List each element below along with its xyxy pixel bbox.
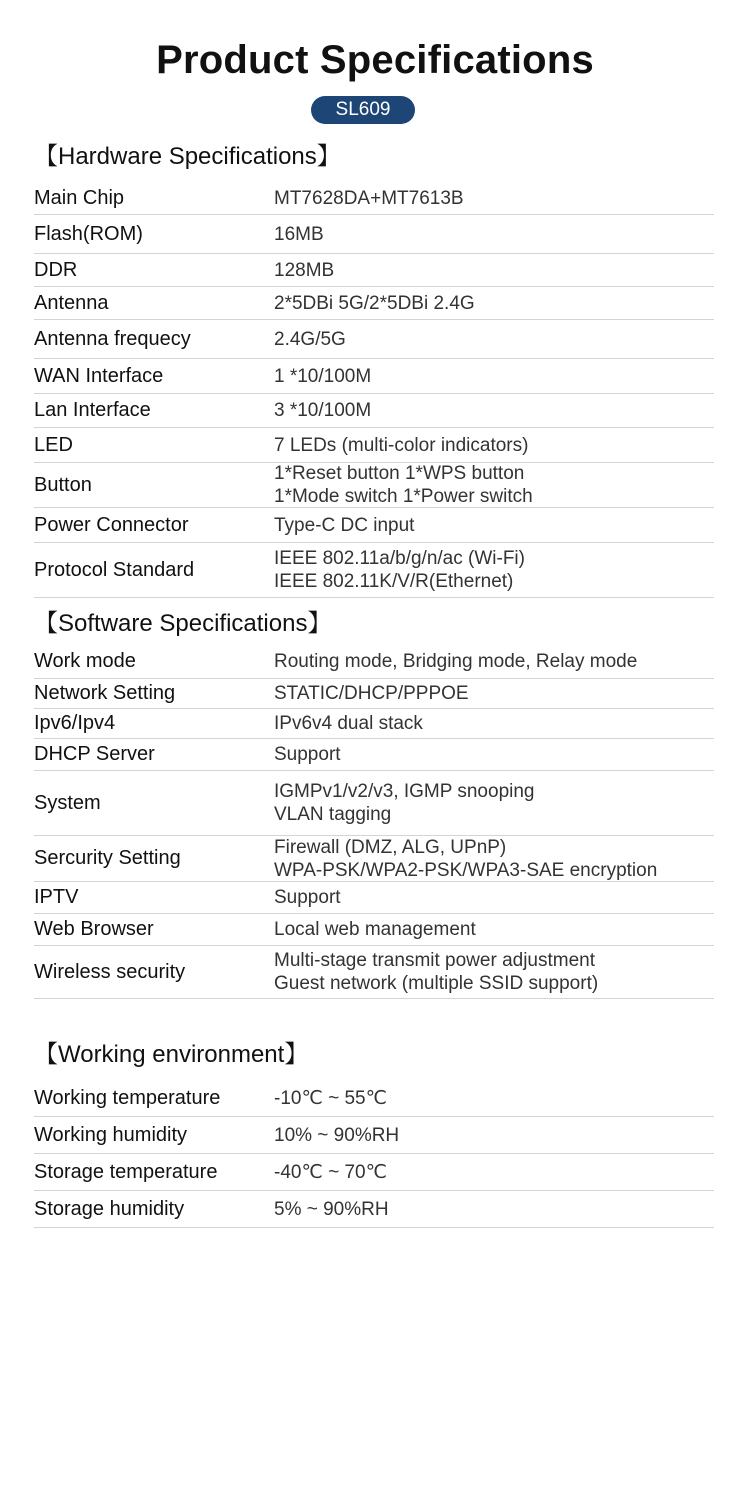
spec-value-line: Guest network (multiple SSID support)	[274, 973, 599, 994]
spec-value-line: WPA-PSK/WPA2-PSK/WPA3-SAE encryption	[274, 859, 658, 881]
spec-row	[34, 394, 714, 428]
spec-value-line: 5% ~ 90%RH	[274, 1198, 389, 1220]
software-spec-table	[34, 645, 714, 999]
spec-value-line: 2*5DBi 5G/2*5DBi 2.4G	[274, 292, 475, 314]
spec-row	[34, 320, 714, 359]
spec-label: Working temperature	[34, 1086, 221, 1109]
spec-label: Working humidity	[34, 1123, 188, 1146]
spec-value	[274, 918, 714, 941]
environment-section	[34, 1040, 714, 1228]
spec-value-line: Local web management	[274, 919, 476, 940]
spec-value-line: 16MB	[274, 223, 324, 245]
spec-row	[34, 914, 714, 946]
spec-label: Wireless security	[34, 960, 186, 983]
spec-label: Antenna frequecy	[34, 327, 191, 350]
spec-value	[274, 780, 714, 826]
spec-value-line: IEEE 802.11a/b/g/n/ac (Wi-Fi)	[274, 548, 525, 569]
spec-value-line: Multi-stage transmit power adjustment	[274, 950, 596, 971]
spec-label: Power Connector	[34, 513, 189, 536]
hardware-section	[34, 142, 714, 598]
spec-label: DDR	[34, 258, 78, 281]
spec-row	[34, 508, 714, 543]
spec-row	[34, 287, 714, 320]
spec-label: System	[34, 791, 101, 814]
spec-value-line: 3 *10/100M	[274, 400, 372, 421]
spec-label: Button	[34, 473, 92, 496]
spec-value-line: IEEE 802.11K/V/R(Ethernet)	[274, 571, 514, 592]
spec-label: Ipv6/Ipv4	[34, 712, 116, 734]
spec-label: IPTV	[34, 886, 79, 908]
spec-row	[34, 836, 714, 882]
spec-value-line: 7 LEDs (multi-color indicators)	[274, 434, 529, 456]
spec-label: LED	[34, 433, 73, 456]
spec-value-line: VLAN tagging	[274, 804, 392, 825]
spec-row	[34, 463, 714, 508]
spec-label: WAN Interface	[34, 364, 164, 387]
spec-row	[34, 739, 714, 771]
spec-value	[274, 187, 714, 210]
spec-row	[34, 359, 714, 394]
spec-label: Work mode	[34, 650, 136, 672]
spec-value	[274, 434, 714, 457]
spec-value	[274, 399, 714, 422]
model-badge: SL609	[311, 96, 415, 124]
hardware-spec-table	[34, 182, 714, 598]
spec-row	[34, 946, 714, 999]
spec-value-line: Type-C DC input	[274, 514, 415, 536]
spec-value	[274, 547, 714, 593]
spec-value	[274, 682, 714, 705]
section-heading-hardware: 【Hardware Specifications】	[34, 143, 341, 170]
spec-value-line: 1 *10/100M	[274, 365, 372, 387]
spec-value-line: 1*Mode switch 1*Power switch	[274, 486, 533, 507]
spec-value	[274, 462, 714, 508]
software-section	[34, 609, 714, 999]
spec-value	[274, 886, 714, 909]
spec-value	[274, 712, 714, 735]
spec-value	[274, 1124, 714, 1147]
spec-value	[274, 223, 714, 246]
spec-label: Flash(ROM)	[34, 222, 143, 245]
spec-label: Storage humidity	[34, 1197, 185, 1220]
spec-row	[34, 771, 714, 836]
spec-value-line: IPv6v4 dual stack	[274, 713, 423, 734]
spec-label: Network Setting	[34, 682, 176, 704]
spec-row	[34, 1117, 714, 1154]
environment-spec-table	[34, 1080, 714, 1228]
spec-row	[34, 1080, 714, 1117]
spec-row	[34, 1154, 714, 1191]
spec-value	[274, 650, 714, 673]
spec-row	[34, 215, 714, 254]
spec-row	[34, 182, 714, 215]
spec-row	[34, 645, 714, 679]
spec-label: Lan Interface	[34, 399, 151, 421]
spec-value-line: Firewall (DMZ, ALG, UPnP)	[274, 836, 507, 858]
spec-value	[274, 259, 714, 282]
spec-row	[34, 709, 714, 739]
spec-value-line: 128MB	[274, 259, 335, 281]
spec-label: Sercurity Setting	[34, 847, 181, 869]
spec-value-line: Routing mode, Bridging mode, Relay mode	[274, 651, 638, 672]
page-title: Product Specifications	[156, 38, 594, 82]
spec-value	[274, 328, 714, 351]
spec-row	[34, 428, 714, 463]
spec-value	[274, 514, 714, 537]
spec-value	[274, 743, 714, 766]
spec-value-line: -10℃ ~ 55℃	[274, 1087, 387, 1109]
spec-row	[34, 882, 714, 914]
spec-value	[274, 949, 714, 995]
spec-value-line: 10% ~ 90%RH	[274, 1124, 400, 1146]
spec-value-line: 2.4G/5G	[274, 328, 346, 350]
spec-label: Protocol Standard	[34, 558, 195, 581]
spec-row	[34, 679, 714, 709]
spec-label: Antenna	[34, 291, 109, 314]
spec-row	[34, 543, 714, 598]
spec-value	[274, 292, 714, 315]
section-heading-software: 【Software Specifications】	[34, 610, 332, 637]
spec-value	[274, 365, 714, 388]
spec-label: DHCP Server	[34, 743, 155, 765]
spec-label: Web Browser	[34, 918, 154, 940]
spec-value-line: 1*Reset button 1*WPS button	[274, 463, 525, 484]
spec-value	[274, 1087, 714, 1110]
spec-value-line: Support	[274, 744, 341, 765]
spec-value-line: -40℃ ~ 70℃	[274, 1161, 387, 1183]
spec-row	[34, 254, 714, 287]
spec-value	[274, 1198, 714, 1221]
spec-value-line: MT7628DA+MT7613B	[274, 187, 464, 209]
spec-row	[34, 1191, 714, 1228]
spec-value	[274, 836, 714, 882]
spec-value-line: STATIC/DHCP/PPPOE	[274, 683, 469, 704]
spec-label: Storage temperature	[34, 1160, 218, 1183]
spec-value-line: IGMPv1/v2/v3, IGMP snooping	[274, 781, 535, 802]
spec-value	[274, 1161, 714, 1184]
spec-value-line: Support	[274, 887, 341, 908]
section-heading-environment: 【Working environment】	[34, 1041, 309, 1068]
spec-label: Main Chip	[34, 186, 125, 209]
